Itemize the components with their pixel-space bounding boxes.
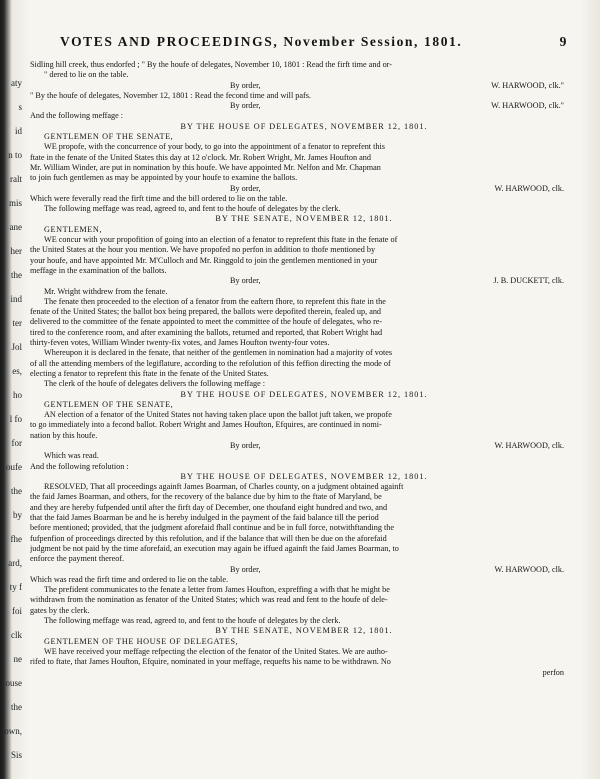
text-line: delivered to the committee of the fenate appointed to meet the committee of the houfe of delegates, who re- [30, 317, 383, 327]
margin-fragment: foi [12, 606, 22, 616]
text-line: The following meffage was read, agreed to, and fent to the houfe of delegates by the clerk. [44, 204, 341, 214]
page-header [60, 34, 580, 50]
text-line: " dered to lie on the table. [44, 70, 129, 80]
text-line: thirty-feven votes, William Winder twenty-fix votes, and James Houfton twenty-four votes. [30, 338, 330, 348]
text-line: The prefident communicates to the fenate a letter from James Houfton, expreffing a wifh that he might be [44, 585, 390, 595]
margin-fragment: the [11, 702, 22, 712]
text-line: to go immediately into a fecond ballot. Robert Wright and James Houfton, Efquires, are continued in nomi- [30, 420, 382, 430]
text-line: Which were feverally read the firft time and the bill ordered to lie on the table. [30, 193, 288, 203]
signature-line [30, 565, 578, 575]
text-line: rifed to ftate, that James Houfton, Efquire, nominated in your meffage, requefts his name to be withdrawn. No [30, 657, 391, 667]
text-line: fufpenfion of proceedings directed by this refolution, and if the balance that will then be due on the aforefaid [30, 533, 387, 543]
by-order-text: By order, [230, 183, 261, 193]
text-line: WE have received your meffage refpecting the election of the fenator of the United States. We are autho- [44, 646, 388, 656]
margin-fragment: ane [9, 222, 22, 232]
text-line: The clerk of the houfe of delegates delivers the following meffage : [44, 379, 266, 389]
by-order-text: By order, [230, 440, 261, 450]
signature-line [30, 441, 578, 451]
margin-fragment: the [11, 486, 22, 496]
margin-fragment: s [18, 102, 22, 112]
signature-line [30, 101, 578, 111]
text-line: WE propofe, with the concurrence of your body, to go into the appointment of a fenator to reprefent this [44, 142, 385, 152]
clerk-signature: W. HARWOOD, clk." [491, 101, 564, 111]
clerk-signature: W. HARWOOD, clk. [494, 440, 564, 450]
margin-fragment: oufe [6, 462, 22, 472]
margin-fragment: the [11, 270, 22, 280]
margin-fragment: es, [12, 366, 22, 376]
text-line: gates by the clerk. [30, 605, 90, 615]
signature-line [30, 184, 578, 194]
page-number: 9 [559, 34, 568, 49]
text-line: Whereupon it is declared in the fenate, that neither of the gentlemen in nomination had a majority of votes [44, 348, 393, 358]
margin-fragment: ne [13, 654, 22, 664]
clerk-signature: W. HARWOOD, clk. [494, 183, 564, 193]
margin-fragment: id [14, 126, 22, 136]
margin-fragment: ouse [5, 678, 22, 688]
clerk-signature: W. HARWOOD, clk. [494, 564, 564, 574]
text-line: electing a fenator to reprefent this ftate in the fenate of the United States. [30, 368, 269, 378]
text-line: Which was read the firft time and ordered to lie on the table. [30, 574, 229, 584]
salutation: GENTLEMEN OF THE SENATE, [44, 399, 174, 409]
margin-fragment: ard, [8, 558, 22, 568]
text-line: " By the houfe of delegates, November 12, 1801 : Read the fecond time and will pafs. [30, 90, 311, 100]
margin-fragment: ho [13, 390, 22, 400]
text-line: before mentioned; provided, that the judgment aforefaid fhall continue and be in full force, notwithftanding the [30, 523, 394, 533]
margin-fragment: l fo [9, 414, 22, 424]
text-line: And the following refolution : [30, 461, 129, 471]
margin-fragment: ind [10, 294, 22, 304]
text-line: of all the attending members of the legiflature, according to the refolution of this feffion directing the mode of [30, 358, 391, 368]
text-line: to join fuch gentlemen as may be appointed by your houfe to examine the ballots. [30, 173, 298, 183]
salutation: GENTLEMEN, [44, 224, 103, 234]
text-line: The fenate then proceeded to the election of a fenator from the eaftern fhore, to reprefent this ftate in the [44, 296, 386, 306]
text-line: perfon [542, 667, 564, 677]
salutation: GENTLEMEN OF THE SENATE, [44, 132, 174, 142]
by-order-text: By order, [230, 80, 261, 90]
text-line: Mr. Wright withdrew from the fenate. [44, 286, 168, 296]
margin-fragment: n to [8, 150, 22, 160]
text-line: WE concur with your propofition of going into an election of a fenator to reprefent this ftate in the fenate of [44, 235, 398, 245]
text-line: enforce the payment thereof. [30, 554, 125, 564]
page-title: VOTES AND PROCEEDINGS, November Session, 1801. [60, 34, 463, 49]
message-heading: BY THE SENATE, NOVEMBER 12, 1801. [215, 626, 393, 636]
margin-fragment: Sis [10, 750, 22, 760]
by-order-text: By order, [230, 101, 261, 111]
clerk-signature: W. HARWOOD, clk." [491, 80, 564, 90]
text-line: The following meffage was read, agreed to, and fent to the houfe of delegates by the clerk. [44, 616, 341, 626]
margin-fragment: by [13, 510, 22, 520]
text-line: meffage in the examination of the ballots. [30, 265, 167, 275]
margin-fragment: clk [11, 630, 22, 640]
margin-fragment: her [10, 246, 22, 256]
margin-fragment: aty [11, 78, 22, 88]
margin-fragment: Jol [11, 342, 22, 352]
text-line: Which was read. [44, 451, 99, 461]
text-line: judgment be not paid by the time aforefaid, an execution may again be iffued againft the faid James Boarman, to [30, 543, 399, 553]
message-heading: BY THE SENATE, NOVEMBER 12, 1801. [215, 214, 393, 224]
text-line: that the faid James Boarman be and he is hereby indulged in the payment of the faid balance till the period [30, 513, 379, 523]
text-line: Sidling hill creek, thus endorfed ; " By the houfe of delegates, November 10, 1801 : Read the firft time and or- [30, 60, 392, 69]
text-line: the faid James Boarman, and others, for the recovery of the balance due by him to the ftate of Maryland, be [30, 492, 382, 502]
signature-line [30, 81, 578, 91]
clerk-signature: J. B. DUCKETT, clk. [493, 276, 564, 286]
by-order-text: By order, [230, 276, 261, 286]
message-heading: BY THE HOUSE OF DELEGATES, NOVEMBER 12, 1801. [180, 121, 428, 131]
by-order-text: By order, [230, 564, 261, 574]
text-line: nation by this houfe. [30, 430, 98, 440]
margin-fragment: ter [12, 318, 22, 328]
text-line: Mr. William Winder, are put in nomination by this houfe. We have appointed Mr. Nelfon and Mr. Chapman [30, 162, 381, 172]
text-line: tired to the conference room, and after examining the ballots, returned and reported, that Robert Wright had [30, 327, 383, 337]
margin-fragment: mis [8, 198, 22, 208]
text-line: and they are hereby fufpended until after the firft day of December, one thoufand eight hundred and two, and [30, 502, 388, 512]
margin-fragment: ty f [9, 582, 22, 592]
text-line: your houfe, and have appointed Mr. M'Culloch and Mr. Ringgold to join the gentlemen mentioned in your [30, 255, 378, 265]
text-line: And the following meffage : [30, 111, 124, 121]
salutation: GENTLEMEN OF THE HOUSE OF DELEGATES, [44, 636, 239, 646]
text-line: fenate of the United States; the ballot box being prepared, the ballots were depofited therein, fealed up, and [30, 307, 382, 317]
text-line: the United States at the hour you mention. We have propofed no perfon in addition to thofe mentioned by [30, 245, 376, 255]
margin-fragment: own, [4, 726, 22, 736]
margin-fragment: fhe [10, 534, 22, 544]
message-heading: BY THE HOUSE OF DELEGATES, NOVEMBER 12, 1801. [180, 389, 428, 399]
margin-fragment: for [11, 438, 22, 448]
margin-fragment: ralt [10, 174, 22, 184]
text-line: AN election of a fenator of the United States not having taken place upon the ballot juft taken, we propofe [44, 410, 392, 420]
signature-line [30, 276, 578, 286]
text-line: RESOLVED, That all proceedings againft James Boarman, of Charles county, on a judgment obtained againft [44, 482, 404, 492]
text-line: ftate in the fenate of the United States this day at 12 o'clock. Mr. Robert Wright, Mr. James Houfton and [30, 152, 371, 162]
document-body [30, 60, 578, 678]
text-line: withdrawn from the nomination as fenator of the United States; which was read and fent to the houfe of dele- [30, 595, 388, 605]
message-heading: BY THE HOUSE OF DELEGATES, NOVEMBER 12, 1801. [180, 471, 428, 481]
